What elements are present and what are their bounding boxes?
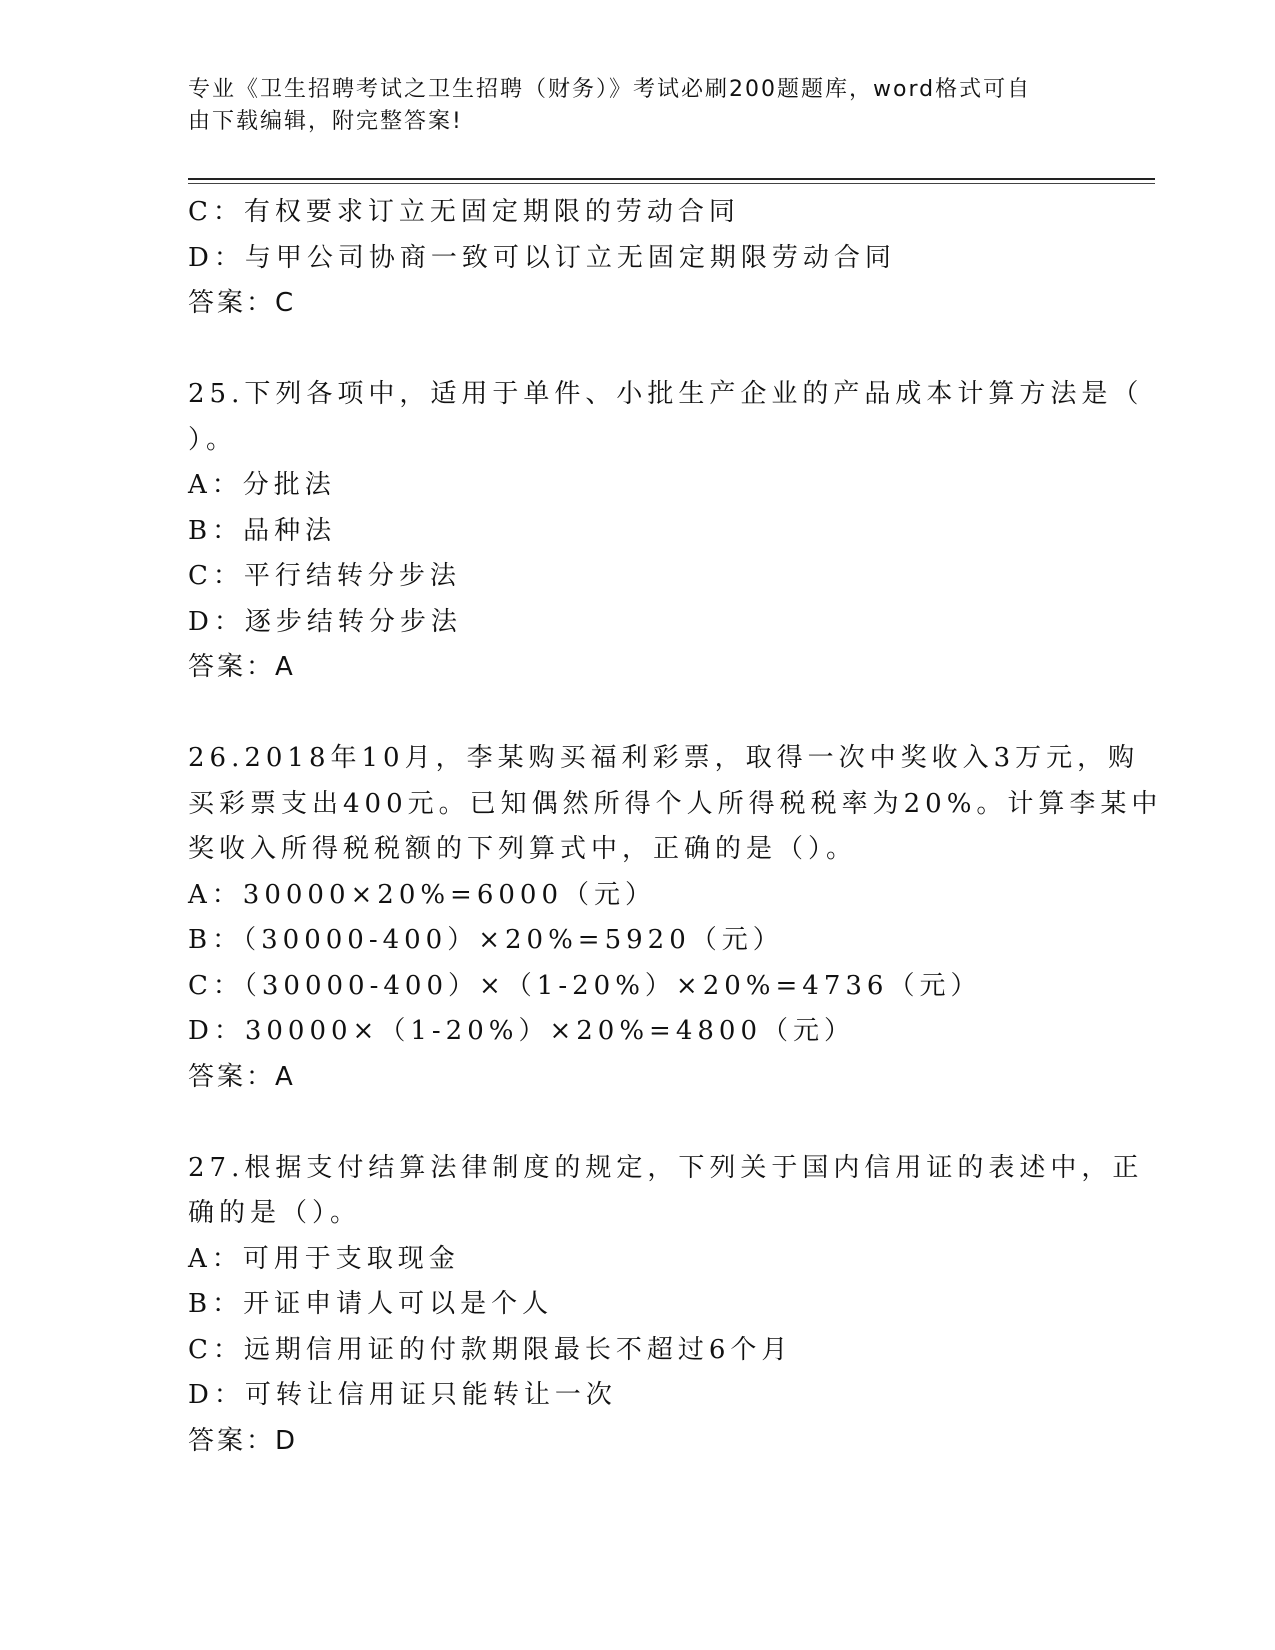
spacer (188, 1100, 1088, 1146)
question-stem-line: 奖收入所得税税额的下列算式中，正确的是（）。 (188, 834, 858, 864)
option-c: C：远期信用证的付款期限最长不超过6个月 (188, 1334, 793, 1365)
question-stem-line: 26.2018年10月，李某购买福利彩票，取得一次中奖收入3万元，购 (188, 743, 1140, 773)
option-a: A：分批法 (188, 470, 336, 500)
header-title-line-1: 专业《卫生招聘考试之卫生招聘（财务）》考试必刷200题题库，word格式可自 (188, 77, 1032, 102)
option-d: D：可转让信用证只能转让一次 (188, 1380, 617, 1410)
question-stem-line: ）。 (188, 424, 238, 455)
answer-line: 答案：A (188, 652, 296, 682)
question-stem-line: 27.根据支付结算法律制度的规定，下列关于国内信用证的表述中，正 (188, 1152, 1144, 1183)
header-divider-thick (188, 178, 1155, 180)
option-b: B：品种法 (188, 515, 337, 546)
question-24-tail (188, 190, 1088, 327)
option-b: B：（30000-400）×20%=5920（元） (188, 925, 784, 955)
option-d: D：逐步结转分步法 (188, 606, 462, 637)
option-c: C：平行结转分步法 (188, 561, 461, 591)
document-header (188, 74, 1088, 138)
answer-line: 答案：D (188, 1425, 299, 1456)
question-stem-line: 25.下列各项中，适用于单件、小批生产企业的产品成本计算方法是（ (188, 379, 1144, 409)
option-d: D：30000×（1-20%）×20%=4800（元） (188, 1016, 855, 1046)
header-title-line-2: 由下载编辑，附完整答案! (188, 109, 463, 134)
option-b: B：开证申请人可以是个人 (188, 1289, 554, 1319)
question-list (188, 190, 1163, 1464)
header-divider-thin (188, 183, 1155, 184)
question-stem-line: 买彩票支出400元。已知偶然所得个人所得税税率为20%。计算李某中 (188, 788, 1163, 819)
question-27 (188, 1146, 1144, 1465)
option-d: D：与甲公司协商一致可以订立无固定期限劳动合同 (188, 242, 896, 273)
spacer (188, 327, 1088, 373)
answer-line: 答案：C (188, 288, 297, 318)
answer-line: 答案：A (188, 1061, 296, 1092)
question-25 (188, 372, 1144, 691)
option-c: C：（30000-400）×（1-20%）×20%=4736（元） (188, 970, 982, 1001)
option-a: A：可用于支取现金 (188, 1243, 460, 1274)
question-stem-line: 确的是（）。 (188, 1198, 362, 1228)
question-26 (188, 736, 1163, 1100)
spacer (188, 691, 1088, 737)
option-c: C：有权要求订立无固定期限的劳动合同 (188, 197, 740, 227)
option-a: A：30000×20%=6000（元） (188, 879, 657, 910)
